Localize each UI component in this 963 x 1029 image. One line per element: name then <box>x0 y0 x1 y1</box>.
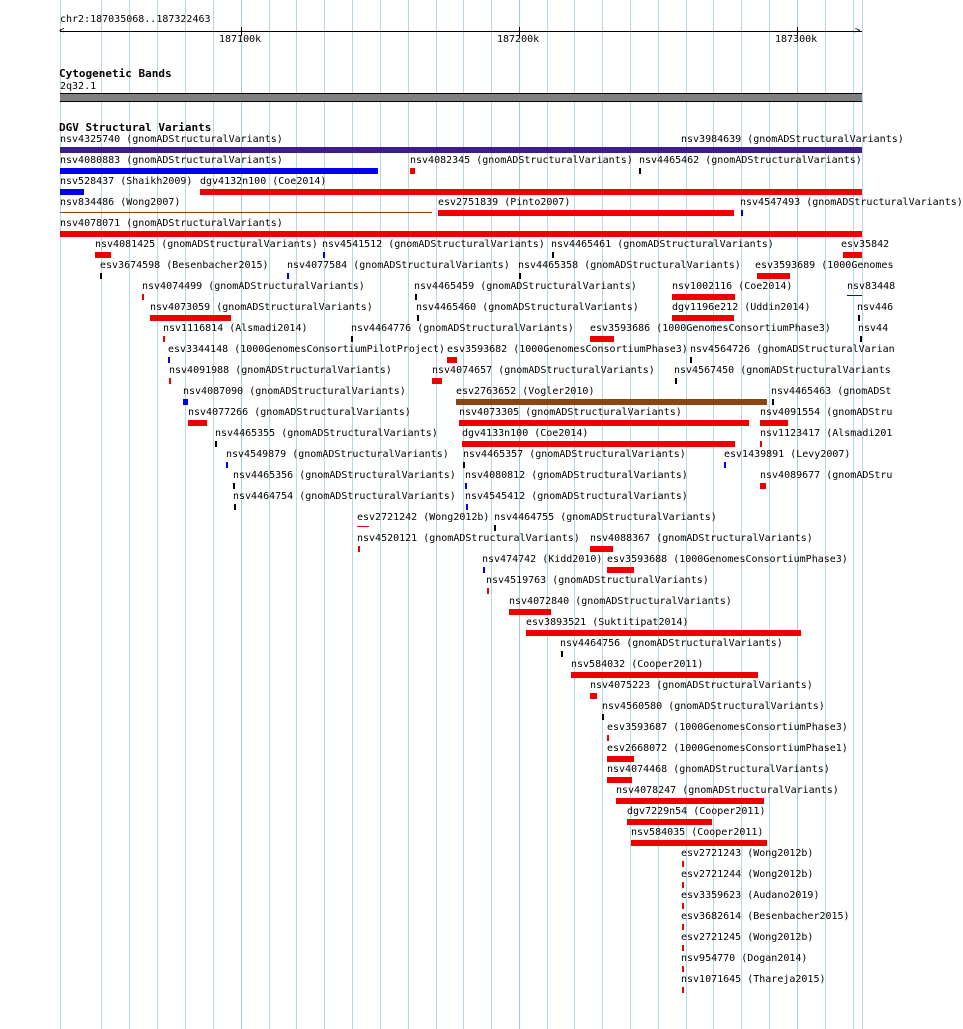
variant-bar[interactable] <box>590 336 614 342</box>
variant-label[interactable]: nsv4464776 (gnomADStructuralVariants) <box>351 323 574 334</box>
variant-bar[interactable] <box>757 273 790 279</box>
grid-line <box>324 0 325 1029</box>
variant-bar[interactable] <box>843 252 862 258</box>
variant-bar[interactable] <box>351 336 353 342</box>
variant-label[interactable]: nsv4074499 (gnomADStructuralVariants) <box>142 281 365 292</box>
variant-label[interactable]: esv3359623 (Audano2019) <box>681 890 820 901</box>
variant-bar[interactable] <box>616 798 764 804</box>
variant-label[interactable]: nsv4564726 (gnomADStructuralVarian <box>690 344 895 355</box>
variant-label[interactable]: nsv4465461 (gnomADStructuralVariants) <box>551 239 774 250</box>
variant-bar[interactable] <box>683 147 862 153</box>
variant-bar[interactable] <box>561 651 563 657</box>
grid-line <box>352 0 353 1029</box>
variant-label[interactable]: nsv4465459 (gnomADStructuralVariants) <box>414 281 637 292</box>
variant-bar[interactable] <box>639 168 641 174</box>
variant-label[interactable]: nsv584032 (Cooper2011) <box>571 659 704 670</box>
variant-bar[interactable] <box>519 273 521 279</box>
variant-label[interactable]: esv2668072 (1000GenomesConsortiumPhase1) <box>607 743 848 754</box>
variant-label[interactable]: nsv446 <box>857 302 894 313</box>
variant-bar[interactable] <box>60 189 84 195</box>
dgv-track-title: DGV Structural Variants <box>59 121 212 134</box>
cytoband-label: 2q32.1 <box>60 81 97 92</box>
variant-label[interactable]: nsv4465356 (gnomADStructuralVariants) <box>233 470 456 481</box>
variant-bar[interactable] <box>226 462 228 468</box>
variant-bar[interactable] <box>772 399 774 405</box>
variant-bar[interactable] <box>168 357 170 363</box>
variant-label[interactable]: nsv474742 (Kidd2010) <box>482 554 603 565</box>
variant-bar[interactable] <box>163 336 165 342</box>
variant-label[interactable]: nsv4465460 (gnomADStructuralVariants) <box>416 302 639 313</box>
variant-bar[interactable] <box>602 714 604 720</box>
variant-bar[interactable] <box>358 546 360 552</box>
variant-label[interactable]: esv3893521 (Suktitipat2014) <box>526 617 689 628</box>
variant-label[interactable]: nsv4089677 (gnomADStru <box>760 470 893 481</box>
variant-label[interactable]: nsv1123417 (Alsmadi201 <box>760 428 893 439</box>
variant-bar[interactable] <box>724 462 726 468</box>
variant-bar[interactable] <box>590 546 613 552</box>
variant-label[interactable]: esv2721244 (Wong2012b) <box>681 869 814 880</box>
variant-label[interactable]: nsv4464754 (gnomADStructuralVariants) <box>233 491 456 502</box>
variant-label[interactable]: nsv834486 (Wong2007) <box>60 197 181 208</box>
variant-label[interactable]: nsv4465358 (gnomADStructuralVariants) <box>518 260 741 271</box>
variant-label[interactable]: nsv4080812 (gnomADStructuralVariants) <box>465 470 688 481</box>
variant-bar[interactable] <box>188 420 207 426</box>
variant-bar[interactable] <box>487 588 489 594</box>
variant-label[interactable]: nsv4549879 (gnomADStructuralVariants) <box>226 449 449 460</box>
variant-bar[interactable] <box>459 420 749 426</box>
variant-label[interactable]: nsv4545412 (gnomADStructuralVariants) <box>465 491 688 502</box>
variant-bar[interactable] <box>323 252 325 258</box>
variant-label[interactable]: dgv4133n100 (Coe2014) <box>462 428 589 439</box>
variant-label[interactable]: nsv4567450 (gnomADStructuralVariants <box>674 365 891 376</box>
variant-bar[interactable] <box>682 924 684 930</box>
variant-label[interactable]: nsv4087090 (gnomADStructuralVariants) <box>183 386 406 397</box>
variant-label[interactable]: esv2751839 (Pinto2007) <box>438 197 571 208</box>
variant-label[interactable]: nsv4465462 (gnomADStructuralVariants) <box>639 155 862 166</box>
variant-label[interactable]: nsv1116814 (Alsmadi2014) <box>163 323 308 334</box>
variant-bar[interactable] <box>571 672 758 678</box>
variant-label[interactable]: nsv4082345 (gnomADStructuralVariants) <box>410 155 633 166</box>
variant-bar[interactable] <box>607 756 634 762</box>
variant-bar[interactable] <box>682 861 684 867</box>
variant-label[interactable]: nsv584035 (Cooper2011) <box>631 827 764 838</box>
variant-bar[interactable] <box>150 315 231 321</box>
ruler-right-arrow-icon: > <box>855 26 861 36</box>
variant-bar[interactable] <box>438 210 734 216</box>
variant-label[interactable]: nsv4074468 (gnomADStructuralVariants) <box>607 764 830 775</box>
variant-bar[interactable] <box>627 819 712 825</box>
cytoband-bar[interactable] <box>60 93 862 102</box>
variant-bar[interactable] <box>741 210 743 216</box>
variant-label[interactable]: nsv4088367 (gnomADStructuralVariants) <box>590 533 813 544</box>
ruler-tick-label: 187200k <box>497 34 540 45</box>
variant-bar[interactable] <box>607 735 609 741</box>
variant-label[interactable]: nsv3984639 (gnomADStructuralVariants) <box>681 134 904 145</box>
variant-bar[interactable] <box>760 441 762 447</box>
variant-label[interactable]: esv3682614 (Besenbacher2015) <box>681 911 850 922</box>
variant-label[interactable]: dgv7229n54 (Cooper2011) <box>627 806 766 817</box>
variant-label[interactable]: esv35842 <box>841 239 890 250</box>
variant-bar[interactable] <box>494 525 496 531</box>
variant-bar[interactable] <box>858 315 860 321</box>
variant-bar[interactable] <box>526 630 801 636</box>
variant-bar[interactable] <box>456 399 767 405</box>
variant-label[interactable]: nsv83448 <box>847 281 896 292</box>
cytoband-track-title: Cytogenetic Bands <box>59 67 172 80</box>
variant-label[interactable]: nsv44 <box>858 323 889 334</box>
variant-label[interactable]: nsv4519763 (gnomADStructuralVariants) <box>486 575 709 586</box>
variant-label[interactable]: nsv4072840 (gnomADStructuralVariants) <box>509 596 732 607</box>
variant-bar[interactable] <box>860 336 862 342</box>
variant-label[interactable]: nsv4547493 (gnomADStructuralVariants) <box>740 197 963 208</box>
variant-label[interactable]: esv2721242 (Wong2012b) <box>357 512 490 523</box>
variant-bar[interactable] <box>142 294 144 300</box>
variant-bar[interactable] <box>607 567 634 573</box>
variant-bar[interactable] <box>60 212 432 213</box>
variant-label[interactable]: nsv4465463 (gnomADSt <box>771 386 892 397</box>
grid-line <box>862 0 863 1029</box>
variant-label[interactable]: nsv4073059 (gnomADStructuralVariants) <box>150 302 373 313</box>
variant-bar[interactable] <box>60 168 378 174</box>
variant-label[interactable]: esv3344148 (1000GenomesConsortiumPilotProject) <box>168 344 445 355</box>
variant-label[interactable]: nsv4091554 (gnomADStru <box>760 407 893 418</box>
variant-bar[interactable] <box>287 273 289 279</box>
variant-bar[interactable] <box>95 252 111 258</box>
variant-label[interactable]: nsv1071645 (Thareja2015) <box>681 974 826 985</box>
variant-bar[interactable] <box>465 483 467 489</box>
variant-label[interactable]: nsv4464755 (gnomADStructuralVariants) <box>494 512 717 523</box>
variant-bar[interactable] <box>183 399 188 405</box>
variant-label[interactable]: esv3674598 (Besenbacher2015) <box>100 260 269 271</box>
variant-label[interactable]: nsv4541512 (gnomADStructuralVariants) <box>322 239 545 250</box>
variant-bar[interactable] <box>357 526 369 527</box>
variant-bar[interactable] <box>682 987 684 993</box>
variant-bar[interactable] <box>447 357 457 363</box>
variant-label[interactable]: nsv4078247 (gnomADStructuralVariants) <box>616 785 839 796</box>
variant-label[interactable]: nsv4464756 (gnomADStructuralVariants) <box>560 638 783 649</box>
variant-bar[interactable] <box>690 357 692 363</box>
variant-label[interactable]: nsv4325740 (gnomADStructuralVariants) <box>60 134 283 145</box>
variant-bar[interactable] <box>607 777 632 783</box>
variant-bar[interactable] <box>675 378 677 384</box>
variant-label[interactable]: esv3593686 (1000GenomesConsortiumPhase3) <box>590 323 831 334</box>
variant-bar[interactable] <box>631 840 767 846</box>
ruler-location: chr2:187035068..187322463 <box>60 14 211 25</box>
variant-bar[interactable] <box>682 903 684 909</box>
variant-bar[interactable] <box>760 483 766 489</box>
variant-bar[interactable] <box>682 945 684 951</box>
variant-label[interactable]: nsv528437 (Shaikh2009) <box>60 176 193 187</box>
variant-bar[interactable] <box>410 168 415 174</box>
variant-label[interactable]: nsv4080883 (gnomADStructuralVariants) <box>60 155 283 166</box>
variant-bar[interactable] <box>200 189 862 195</box>
ruler-left-arrow-icon: < <box>59 26 65 36</box>
variant-bar[interactable] <box>415 294 417 300</box>
variant-label[interactable]: nsv4078071 (gnomADStructuralVariants) <box>60 218 283 229</box>
variant-bar[interactable] <box>509 609 551 615</box>
grid-line <box>296 0 297 1029</box>
variant-label[interactable]: nsv4465355 (gnomADStructuralVariants) <box>215 428 438 439</box>
variant-bar[interactable] <box>590 693 597 699</box>
variant-bar[interactable] <box>100 273 102 279</box>
variant-bar[interactable] <box>60 147 683 153</box>
variant-label[interactable]: esv2763652 (Vogler2010) <box>456 386 595 397</box>
variant-bar[interactable] <box>169 378 171 384</box>
variant-label[interactable]: nsv4560580 (gnomADStructuralVariants) <box>602 701 825 712</box>
variant-label[interactable]: nsv4077266 (gnomADStructuralVariants) <box>188 407 411 418</box>
variant-label[interactable]: esv2721243 (Wong2012b) <box>681 848 814 859</box>
variant-bar[interactable] <box>215 441 217 447</box>
variant-label[interactable]: esv3593689 (1000Genomes <box>755 260 894 271</box>
variant-bar[interactable] <box>682 966 684 972</box>
ruler-tick-label: 187100k <box>219 34 262 45</box>
variant-bar[interactable] <box>233 483 235 489</box>
variant-bar[interactable] <box>462 441 735 447</box>
variant-label[interactable]: esv3593687 (1000GenomesConsortiumPhase3) <box>607 722 848 733</box>
variant-bar[interactable] <box>760 420 788 426</box>
ruler-tick-label: 187300k <box>775 34 818 45</box>
variant-bar[interactable] <box>672 315 734 321</box>
variant-label[interactable]: dgv1196e212 (Uddin2014) <box>672 302 811 313</box>
variant-label[interactable]: nsv4081425 (gnomADStructuralVariants) <box>95 239 318 250</box>
variant-label[interactable]: dgv4132n100 (Coe2014) <box>200 176 327 187</box>
variant-label[interactable]: esv1439891 (Levy2007) <box>724 449 851 460</box>
variant-label[interactable]: nsv4073305 (gnomADStructuralVariants) <box>459 407 682 418</box>
variant-label[interactable]: nsv1002116 (Coe2014) <box>672 281 793 292</box>
variant-bar[interactable] <box>417 315 419 321</box>
variant-label[interactable]: nsv4074657 (gnomADStructuralVariants) <box>432 365 655 376</box>
variant-label[interactable]: nsv4465357 (gnomADStructuralVariants) <box>463 449 686 460</box>
variant-bar[interactable] <box>847 295 862 296</box>
variant-label[interactable]: esv2721245 (Wong2012b) <box>681 932 814 943</box>
variant-label[interactable]: nsv4077584 (gnomADStructuralVariants) <box>287 260 510 271</box>
variant-bar[interactable] <box>682 882 684 888</box>
variant-bar[interactable] <box>234 504 236 510</box>
variant-label[interactable]: nsv4075223 (gnomADStructuralVariants) <box>590 680 813 691</box>
variant-bar[interactable] <box>60 231 862 237</box>
variant-bar[interactable] <box>466 504 468 510</box>
variant-label[interactable]: esv3593688 (1000GenomesConsortiumPhase3) <box>607 554 848 565</box>
variant-bar[interactable] <box>483 567 485 573</box>
variant-bar[interactable] <box>432 378 442 384</box>
variant-label[interactable]: nsv954770 (Dogan2014) <box>681 953 808 964</box>
variant-bar[interactable] <box>463 462 465 468</box>
variant-label[interactable]: esv3593682 (1000GenomesConsortiumPhase3) <box>447 344 688 355</box>
variant-label[interactable]: nsv4091988 (gnomADStructuralVariants) <box>169 365 392 376</box>
variant-bar[interactable] <box>552 252 554 258</box>
variant-label[interactable]: nsv4520121 (gnomADStructuralVariants) <box>357 533 580 544</box>
ruler-axis <box>60 31 862 32</box>
variant-bar[interactable] <box>672 294 735 300</box>
